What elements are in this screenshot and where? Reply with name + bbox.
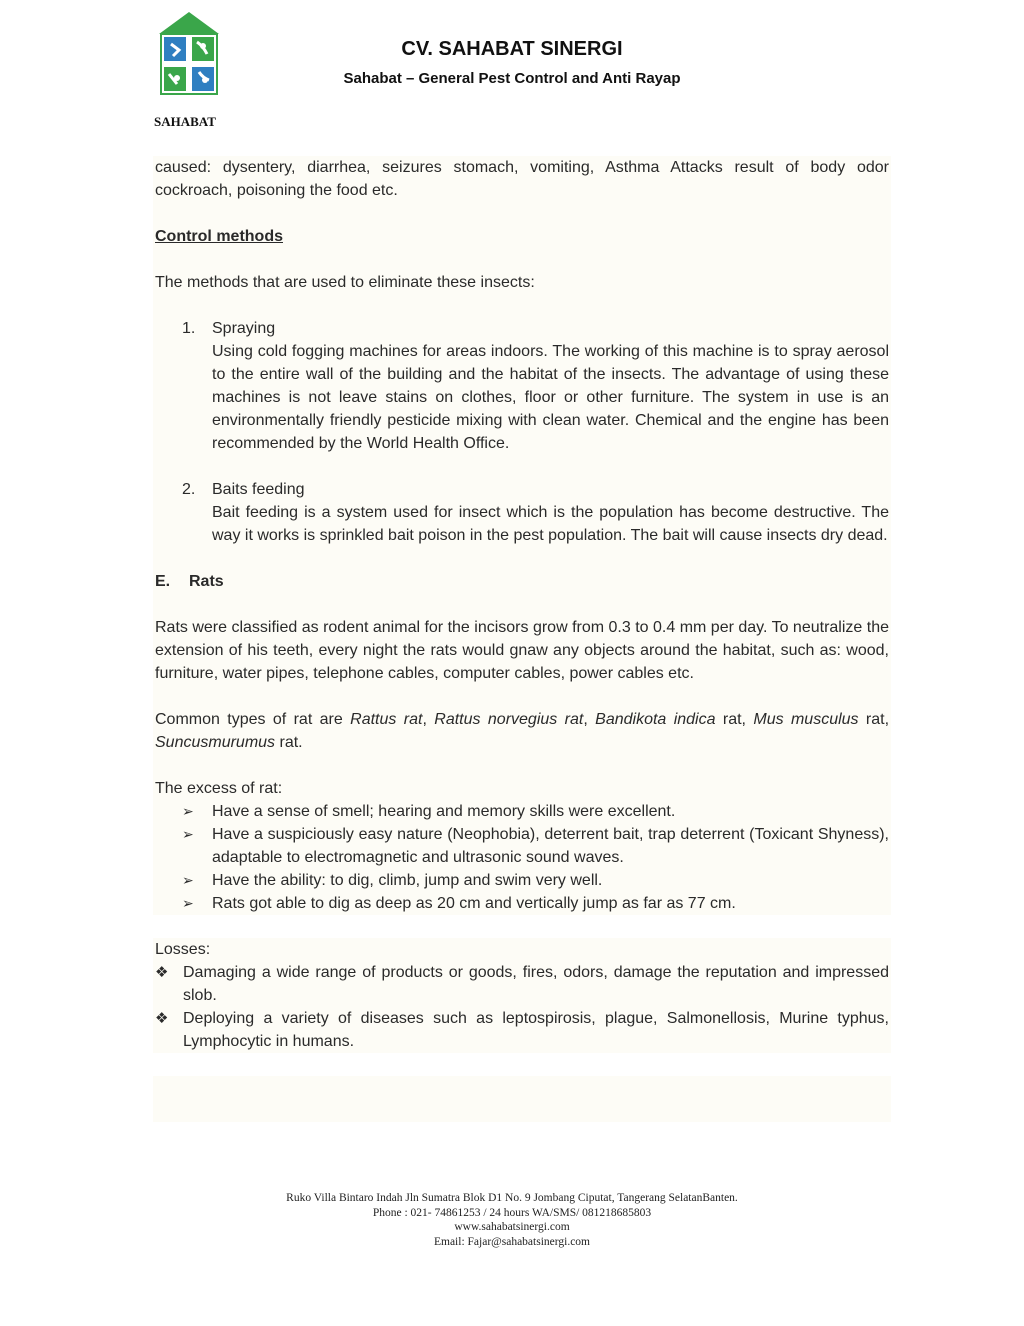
list-item-text: Have a sense of smell; hearing and memory skills were excellent. [212,803,676,820]
list-item-text: Have the ability: to dig, climb, jump and swim very well. [212,872,603,889]
spacer [153,685,891,708]
list-item [153,823,891,869]
footer-address: Ruko Villa Bintaro Indah Jln Sumatra Blok D1 No. 9 Jombang Ciputat, Tangerang SelatanBanten. [286,1192,738,1204]
text-run: rat. [275,734,303,751]
arrow-bullet-icon: ➢ [182,895,194,911]
list-item-text: Have a suspiciously easy nature (Neophobia), deterrent bait, trap deterrent (Toxicant Shyness), adaptable to electromagnetic and ultrasonic sound waves. [212,826,889,866]
spacer [153,547,891,570]
spacer [153,202,891,225]
intro-paragraph: caused: dysentery, diarrhea, seizures stomach, vomiting, Asthma Attacks result of body odor cockroach, poisoning the food etc. [153,156,891,202]
method-text: Bait feeding is a system used for insect which is the population has become destructive. The way it works is sprinkled bait poison in the pest population. The bait will cause insects dry dead. [212,504,889,544]
list-item [153,1007,891,1053]
list-item-text: Deploying a variety of diseases such as leptospirosis, plague, Salmonellosis, Murine typhus, Lymphocytic in humans. [183,1010,889,1050]
page-footer [0,1191,1024,1249]
logo-caption: SAHABAT [154,114,216,129]
arrow-bullet-icon: ➢ [182,872,194,888]
list-item-text: Rats got able to dig as deep as 20 cm and vertically jump as far as 77 cm. [212,895,736,912]
list-item [153,869,891,892]
spacer [153,593,891,616]
text-run: rat, [715,711,754,728]
species-name: Rattus rat [350,711,423,728]
footer-website: www.sahabatsinergi.com [454,1221,570,1233]
losses-heading: Losses: [153,938,891,961]
diamond-bullet-icon: ❖ [155,964,169,981]
list-item-text: Damaging a wide range of products or goods, fires, odors, damage the reputation and impressed slob. [183,964,889,1004]
method-title: Baits feeding [212,481,305,498]
method-text: Using cold fogging machines for areas indoors. The working of this machine is to spray aerosol to the entire wall of the building and the habitat of the insects. The advantage of using these machines is not leave stains on clothes, floor or other furniture. The system in use is an environmentally friendly pesticide mixing with clean water. Chemical and the engine has been recommended by the World Health Office. [212,343,889,452]
spacer [153,455,891,478]
method-item [153,478,891,547]
species-name: Mus musculus [753,711,859,728]
company-name: CV. SAHABAT SINERGI [401,38,623,60]
control-methods-heading: Control methods [153,225,891,248]
arrow-bullet-icon: ➢ [182,803,194,819]
list-item [153,961,891,1007]
text-run: Common types of rat are [155,711,351,728]
diamond-bullet-icon: ❖ [155,1010,169,1027]
method-number: 1. [182,320,196,337]
spacer [153,248,891,271]
method-item [153,317,891,455]
list-item [153,892,891,915]
arrow-bullet-icon: ➢ [182,826,194,842]
footer-email: Email: Fajar@sahabatsinergi.com [433,1235,590,1248]
species-name: Bandikota indica [595,711,716,728]
section-title: Rats [189,573,224,590]
spacer [153,915,891,938]
text-run: , [422,711,435,728]
species-name: Suncusmurumus [155,734,276,751]
company-tagline: Sahabat – General Pest Control and Anti Rayap [343,70,681,87]
method-number: 2. [182,481,196,498]
document-body [153,156,891,1122]
section-e-heading [153,570,891,593]
text-run: , [583,711,596,728]
section-letter: E. [155,573,171,590]
spacer [153,294,891,317]
method-title: Spraying [212,320,276,337]
blank-band [153,1076,891,1122]
rats-paragraph: Rats were classified as rodent animal for the incisors grow from 0.3 to 0.4 mm per day. To neutralize the extension of his teeth, every night the rats would gnaw any objects around the habitat, such as: wood, furniture, water pipes, telephone cables, computer cables, power cables etc. [153,616,891,685]
footer-phone: Phone : 021- 74861253 / 24 hours WA/SMS/ 081218685803 [372,1206,652,1219]
control-intro: The methods that are used to eliminate these insects: [153,271,891,294]
excess-heading: The excess of rat: [153,777,891,800]
spacer [153,754,891,777]
text-run: rat, [858,711,890,728]
species-name: Rattus norvegius rat [434,711,584,728]
rat-types-paragraph [153,708,891,754]
list-item [153,800,891,823]
spacer [153,1053,891,1076]
